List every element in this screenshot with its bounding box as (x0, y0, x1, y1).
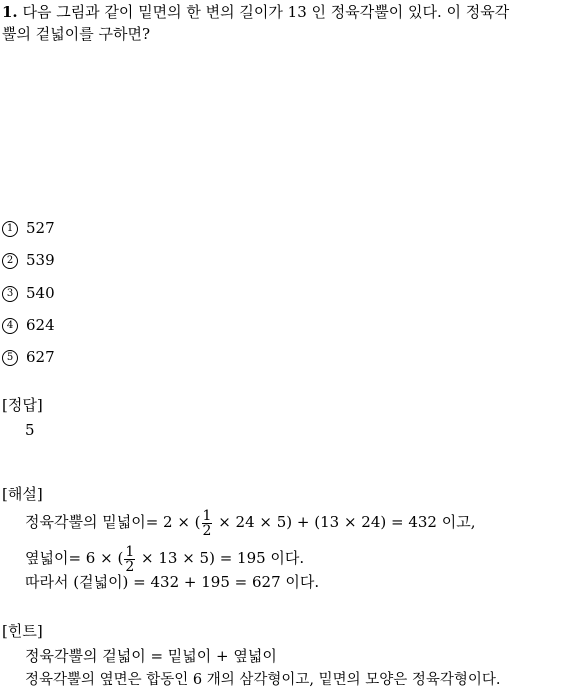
choice-2[interactable] (2, 250, 55, 270)
fraction-2 (124, 545, 135, 574)
question-text-2: 뿔의 겉넓이를 구하면? (2, 25, 150, 43)
explanation-line-1 (25, 504, 475, 540)
hint-line-1: 정육각뿔의 겉넓이 = 밑넓이 + 옆넓이 (25, 647, 277, 665)
choice-mark-4: 4 (2, 318, 18, 334)
choice-mark-1: 1 (2, 221, 18, 237)
explanation-2b: × 13 × 5) = 195 이다. (136, 549, 305, 567)
explanation-2a: 옆넓이= 6 × ( (25, 549, 124, 567)
choice-value-2: 539 (26, 251, 55, 269)
question-line-2 (2, 24, 150, 44)
choice-value-4: 624 (26, 316, 55, 334)
explanation-1b: × 24 × 5) + (13 × 24) = 432 이고, (213, 513, 476, 531)
choice-3[interactable] (2, 283, 55, 303)
explanation-label: [해설] (2, 485, 43, 503)
choice-value-1: 527 (26, 219, 55, 237)
choice-mark-5: 5 (2, 350, 18, 366)
choice-value-5: 627 (26, 348, 55, 366)
explanation-line-3: 따라서 (겉넓이) = 432 + 195 = 627 이다. (25, 573, 320, 591)
explanation-1a: 정육각뿔의 밑넓이= 2 × ( (25, 513, 201, 531)
choice-5[interactable] (2, 347, 55, 367)
fraction-2-den: 2 (125, 558, 135, 575)
hint-label: [힌트] (2, 622, 43, 640)
answer-value: 5 (25, 421, 35, 439)
hint-line-2: 정육각뿔의 옆면은 합동인 6 개의 삼각형이고, 밑면의 모양은 정육각형이다. (25, 672, 501, 688)
question-text-1: 다음 그림과 같이 밑면의 한 변의 길이가 13 인 정육각뿔이 있다. 이 정육각 (22, 3, 510, 21)
choice-value-3: 540 (26, 284, 55, 302)
choice-1[interactable] (2, 218, 55, 238)
explanation-line-2 (25, 540, 304, 576)
fraction-1-num: 1 (202, 507, 212, 524)
choice-mark-3: 3 (2, 286, 18, 302)
choice-mark-2: 2 (2, 253, 18, 269)
question-line-1 (2, 2, 509, 22)
choice-4[interactable] (2, 315, 55, 335)
answer-label: [정답] (2, 396, 43, 414)
fraction-2-num: 1 (125, 543, 135, 560)
figure-area (0, 62, 574, 212)
question-number: 1. (2, 3, 18, 21)
fraction-1-den: 2 (202, 522, 212, 539)
fraction-1 (202, 509, 213, 538)
